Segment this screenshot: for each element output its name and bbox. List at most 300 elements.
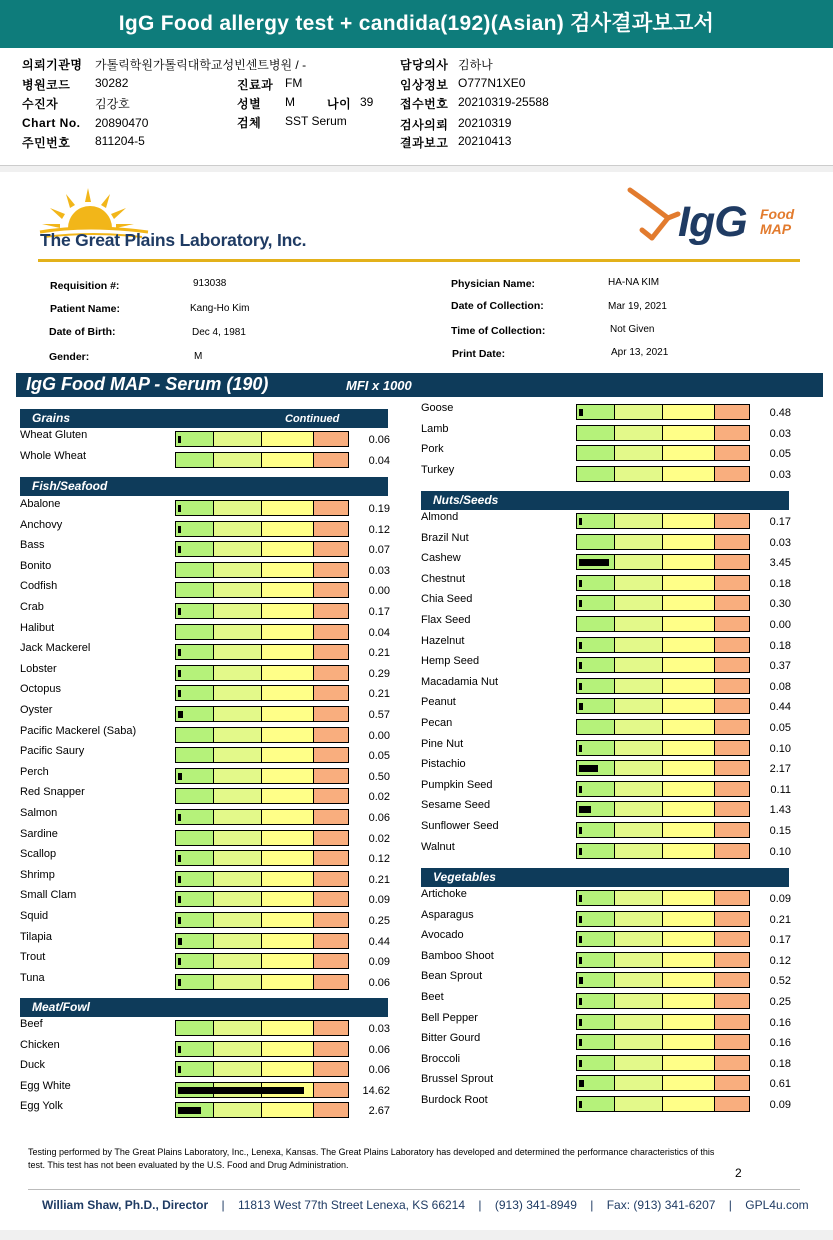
result-bar [576, 801, 750, 817]
range-zone [615, 932, 663, 946]
result-bar [576, 513, 750, 529]
result-bar [576, 972, 750, 988]
range-zone [663, 617, 715, 631]
range-zone [615, 1076, 663, 1090]
food-name: Burdock Root [421, 1094, 488, 1106]
range-zone [262, 872, 314, 886]
range-zone [262, 831, 314, 845]
field-value: 20210319 [458, 116, 512, 130]
result-value: 0.09 [769, 893, 791, 905]
range-zone [314, 892, 348, 906]
food-name: Crab [20, 601, 44, 613]
range-zone [214, 975, 262, 989]
result-value: 0.05 [368, 750, 390, 763]
field-value: SST Serum [285, 114, 347, 128]
food-name: Pistachio [421, 758, 466, 771]
food-name: Bean Sprout [421, 970, 483, 983]
food-name: Pecan [421, 717, 453, 729]
food-name: Lobster [20, 662, 57, 675]
range-zone [663, 1097, 715, 1111]
divider [38, 259, 800, 262]
result-value: 0.03 [769, 536, 791, 549]
range-zone [176, 563, 214, 577]
igg-logo-sub-food: Food [760, 206, 795, 222]
food-name: Anchovy [20, 518, 63, 531]
food-name: Cashew [421, 552, 461, 565]
food-name: Lamb [421, 422, 449, 435]
result-value: 0.18 [769, 577, 791, 590]
result-mark [579, 786, 582, 793]
range-zone [663, 405, 715, 419]
range-zone [615, 761, 663, 775]
range-zone [663, 596, 715, 610]
result-bar [175, 665, 349, 681]
range-zone [615, 426, 663, 440]
range-zone [176, 522, 214, 536]
range-zone [214, 453, 262, 467]
range-zone [314, 583, 348, 597]
range-zone [314, 666, 348, 680]
range-zone [314, 625, 348, 639]
range-zone [663, 555, 715, 569]
result-value: 0.21 [769, 913, 791, 926]
result-mark [579, 848, 582, 855]
food-name: Goose [421, 402, 454, 414]
info-value: 913038 [193, 278, 227, 289]
info-label: Print Date: [452, 348, 506, 360]
result-value: 0.08 [769, 680, 791, 693]
result-value: 0.09 [368, 956, 390, 969]
range-zone [615, 844, 663, 858]
result-value: 2.67 [368, 1105, 390, 1118]
page-number: 2 [735, 1166, 742, 1180]
footer-separator: | [580, 1198, 604, 1212]
range-zone [663, 638, 715, 652]
result-bar [576, 616, 750, 632]
range-zone [615, 617, 663, 631]
food-name: Salmon [20, 807, 58, 819]
range-zone [577, 467, 615, 481]
range-zone [615, 446, 663, 460]
range-zone [176, 954, 214, 968]
food-name: Sunflower Seed [421, 820, 499, 832]
range-zone [314, 1083, 348, 1097]
range-zone [314, 934, 348, 948]
range-zone [176, 583, 214, 597]
divider [28, 1189, 800, 1190]
range-zone [715, 638, 749, 652]
result-bar [576, 1034, 750, 1050]
range-zone [262, 583, 314, 597]
result-value: 0.09 [368, 894, 390, 907]
result-value: 0.06 [368, 434, 390, 446]
range-zone [176, 432, 214, 446]
result-value: 0.05 [769, 722, 791, 734]
result-bar [576, 781, 750, 797]
range-zone [663, 761, 715, 775]
field-label: 진료과 [237, 78, 274, 92]
result-mark [178, 938, 182, 945]
range-zone [715, 596, 749, 610]
range-zone [214, 563, 262, 577]
result-value: 2.17 [769, 763, 791, 776]
range-zone [663, 912, 715, 926]
result-mark [178, 979, 181, 986]
result-mark [579, 580, 582, 587]
result-bar [175, 788, 349, 804]
range-zone [214, 851, 262, 865]
field-label: 임상정보 [400, 78, 449, 92]
range-zone [262, 934, 314, 948]
field-value: O777N1XE0 [458, 76, 526, 90]
food-name: Jack Mackerel [20, 642, 91, 655]
food-name: Almond [421, 511, 459, 523]
range-zone [314, 1103, 348, 1117]
range-zone [615, 802, 663, 816]
food-name: Peanut [421, 696, 456, 709]
food-name: Hazelnut [421, 634, 465, 647]
range-zone [262, 604, 314, 618]
result-bar [576, 952, 750, 968]
range-zone [715, 1097, 749, 1111]
food-name: Beet [421, 991, 444, 1003]
igg-logo-sub-map: MAP [760, 221, 792, 237]
range-zone [663, 802, 715, 816]
result-value: 0.30 [769, 598, 791, 611]
info-value: Kang-Ho Kim [190, 303, 250, 314]
range-zone [214, 810, 262, 824]
range-zone [176, 831, 214, 845]
result-value: 0.50 [368, 770, 390, 783]
range-zone [577, 823, 615, 837]
range-zone [262, 522, 314, 536]
food-name: Perch [20, 765, 49, 778]
range-zone [715, 679, 749, 693]
range-zone [262, 728, 314, 742]
result-value: 0.15 [769, 825, 791, 837]
field-label: 결과보고 [400, 136, 449, 150]
range-zone [262, 748, 314, 762]
field-label: 검사의뢰 [400, 118, 449, 132]
range-zone [262, 1103, 314, 1117]
range-zone [577, 741, 615, 755]
range-zone [715, 426, 749, 440]
field-label: 주민번호 [22, 136, 71, 150]
result-mark [178, 608, 181, 615]
result-value: 0.16 [769, 1016, 791, 1029]
range-zone [176, 975, 214, 989]
range-zone [615, 953, 663, 967]
range-zone [214, 432, 262, 446]
result-bar [175, 603, 349, 619]
range-zone [715, 555, 749, 569]
field-label: 병원코드 [22, 78, 71, 92]
range-zone [663, 426, 715, 440]
result-mark [579, 559, 609, 566]
result-value: 0.44 [368, 935, 390, 948]
result-mark [579, 703, 583, 710]
field-value: M [285, 95, 295, 109]
result-mark [579, 518, 582, 525]
range-zone [214, 892, 262, 906]
result-value: 0.07 [368, 544, 390, 557]
range-zone [262, 913, 314, 927]
food-name: Bamboo Shoot [421, 949, 494, 962]
result-mark [579, 745, 582, 752]
result-bar [576, 1055, 750, 1071]
result-value: 0.12 [368, 853, 390, 866]
field-label: 의뢰기관명 [22, 58, 83, 72]
result-bar [175, 871, 349, 887]
range-zone [577, 1056, 615, 1070]
range-zone [615, 638, 663, 652]
range-zone [577, 535, 615, 549]
result-mark [579, 1039, 582, 1046]
range-zone [214, 583, 262, 597]
result-value: 0.12 [368, 523, 390, 536]
range-zone [214, 913, 262, 927]
results-title-bar [16, 373, 823, 397]
results-title: IgG Food MAP - Serum (190) [26, 374, 269, 394]
range-zone [314, 501, 348, 515]
range-zone [715, 953, 749, 967]
result-mark [579, 936, 582, 943]
result-value: 0.29 [368, 667, 390, 680]
food-name: Pacific Saury [20, 745, 85, 758]
footnote: Testing performed by The Great Plains Laboratory, Inc., Lenexa, Kansas. The Great Plains Laboratory has developed and determined the performance characteristics of this test. This test has not been evaluated by the U.S. Food and Drug Administration. [28, 1147, 715, 1170]
range-zone [314, 1021, 348, 1035]
field-label: 접수번호 [400, 97, 449, 111]
range-zone [314, 432, 348, 446]
info-label: Requisition #: [50, 280, 120, 292]
result-value: 0.02 [368, 832, 390, 845]
section-header-meat [20, 998, 388, 1017]
food-name: Tuna [20, 971, 45, 984]
result-mark [579, 806, 591, 813]
food-name: Squid [20, 910, 49, 922]
range-zone [715, 467, 749, 481]
range-zone [214, 1021, 262, 1035]
result-mark [579, 998, 582, 1005]
footer-director: William Shaw, Ph.D., Director [42, 1198, 209, 1212]
range-zone [314, 453, 348, 467]
result-mark [579, 1060, 582, 1067]
result-bar [175, 891, 349, 907]
range-zone [214, 769, 262, 783]
field-value: 20210413 [458, 134, 512, 148]
food-name: Pine Nut [421, 737, 464, 750]
range-zone [577, 891, 615, 905]
field-value: 가톨릭학원가톨릭대학교성빈센트병원 / - [95, 58, 307, 72]
range-zone [176, 1021, 214, 1035]
field-value: 20890470 [95, 116, 149, 130]
range-zone [715, 932, 749, 946]
field-label: 검체 [237, 116, 262, 130]
range-zone [176, 892, 214, 906]
range-zone [663, 1076, 715, 1090]
range-zone [577, 446, 615, 460]
range-zone [176, 645, 214, 659]
range-zone [314, 851, 348, 865]
range-zone [214, 831, 262, 845]
range-zone [577, 1035, 615, 1049]
range-zone [715, 761, 749, 775]
food-name: Codfish [20, 580, 58, 593]
result-mark [579, 683, 582, 690]
result-value: 0.21 [368, 873, 390, 886]
food-name: Small Clam [20, 889, 77, 902]
result-mark [579, 895, 582, 902]
range-zone [715, 405, 749, 419]
range-zone [663, 1015, 715, 1029]
footer-phone: (913) 341-8949 [494, 1198, 577, 1212]
range-zone [577, 576, 615, 590]
range-zone [214, 728, 262, 742]
food-name: Flax Seed [421, 614, 471, 626]
range-zone [176, 1042, 214, 1056]
range-zone [176, 686, 214, 700]
field-label: Chart No. [22, 116, 81, 130]
field-label: 성별 [237, 97, 262, 111]
result-bar [175, 541, 349, 557]
result-value: 0.17 [368, 606, 390, 618]
result-bar [576, 678, 750, 694]
result-value: 0.10 [769, 742, 791, 755]
range-zone [314, 522, 348, 536]
result-bar [576, 890, 750, 906]
range-zone [615, 1097, 663, 1111]
result-value: 0.10 [769, 845, 791, 858]
range-zone [577, 782, 615, 796]
food-name: Chicken [20, 1038, 60, 1051]
food-name: Bass [20, 539, 45, 552]
igg-logo-subtitle [760, 207, 794, 237]
result-mark [178, 690, 181, 697]
result-mark [579, 827, 582, 834]
range-zone [314, 1042, 348, 1056]
range-zone [214, 872, 262, 886]
food-name: Pacific Mackerel (Saba) [20, 724, 137, 737]
range-zone [715, 446, 749, 460]
range-zone [577, 514, 615, 528]
field-label: 수진자 [22, 97, 59, 111]
range-zone [176, 625, 214, 639]
range-zone [615, 912, 663, 926]
result-bar [175, 431, 349, 447]
range-zone [262, 954, 314, 968]
result-mark [579, 642, 582, 649]
range-zone [715, 535, 749, 549]
range-zone [577, 932, 615, 946]
food-name: Abalone [20, 498, 61, 510]
range-zone [663, 1056, 715, 1070]
range-zone [314, 1062, 348, 1076]
info-value: Mar 19, 2021 [608, 301, 667, 312]
range-zone [715, 844, 749, 858]
range-zone [314, 686, 348, 700]
info-label: Patient Name: [50, 303, 121, 315]
result-mark [178, 670, 181, 677]
result-bar [576, 657, 750, 673]
result-mark [579, 1101, 582, 1108]
range-zone [663, 658, 715, 672]
continued-label: Continued [285, 413, 340, 425]
range-zone [314, 748, 348, 762]
range-zone [314, 542, 348, 556]
result-bar [175, 644, 349, 660]
range-zone [663, 576, 715, 590]
result-bar [175, 768, 349, 784]
range-zone [663, 535, 715, 549]
range-zone [663, 823, 715, 837]
range-zone [262, 645, 314, 659]
range-zone [314, 954, 348, 968]
range-zone [214, 542, 262, 556]
range-zone [262, 1062, 314, 1076]
lab-name: The Great Plains Laboratory, Inc. [40, 230, 307, 250]
range-zone [663, 467, 715, 481]
range-zone [577, 638, 615, 652]
result-bar [175, 727, 349, 743]
result-value: 0.04 [368, 454, 390, 467]
range-zone [715, 658, 749, 672]
range-zone [176, 872, 214, 886]
food-name: Bonito [20, 559, 52, 572]
range-zone [663, 782, 715, 796]
igg-logo-text: IgG [678, 198, 747, 246]
footer-website-link[interactable]: GPL4u.com [745, 1198, 809, 1212]
result-bar [175, 1061, 349, 1077]
result-value: 0.03 [769, 427, 791, 440]
range-zone [715, 1056, 749, 1070]
range-zone [214, 748, 262, 762]
result-value: 0.02 [368, 791, 390, 804]
food-name: Egg Yolk [20, 1100, 63, 1113]
result-bar [576, 445, 750, 461]
range-zone [715, 720, 749, 734]
range-zone [214, 686, 262, 700]
range-zone [314, 831, 348, 845]
result-value: 0.16 [769, 1037, 791, 1050]
food-name: Shrimp [20, 868, 55, 881]
field-value: 30282 [95, 76, 129, 90]
food-name: Broccoli [421, 1052, 461, 1065]
footer-address: 11813 West 77th Street Lenexa, KS 66214 [237, 1198, 466, 1212]
result-value: 0.06 [368, 976, 390, 989]
range-zone [176, 453, 214, 467]
result-value: 0.03 [769, 468, 791, 481]
result-mark [178, 1046, 181, 1053]
result-mark [178, 1066, 181, 1073]
range-zone [615, 973, 663, 987]
result-mark [579, 916, 582, 923]
section-title: Nuts/Seeds [433, 493, 499, 507]
range-zone [615, 1015, 663, 1029]
range-zone [176, 789, 214, 803]
field-value: 39 [360, 95, 374, 109]
range-zone [314, 769, 348, 783]
footer-separator: | [468, 1198, 492, 1212]
range-zone [262, 810, 314, 824]
food-name: Brussel Sprout [421, 1073, 494, 1086]
result-bar [175, 452, 349, 468]
result-value: 0.18 [769, 639, 791, 652]
section-header-vegetables [421, 868, 789, 887]
range-zone [176, 748, 214, 762]
range-zone [715, 514, 749, 528]
result-value: 0.19 [368, 503, 390, 515]
result-bar [175, 562, 349, 578]
